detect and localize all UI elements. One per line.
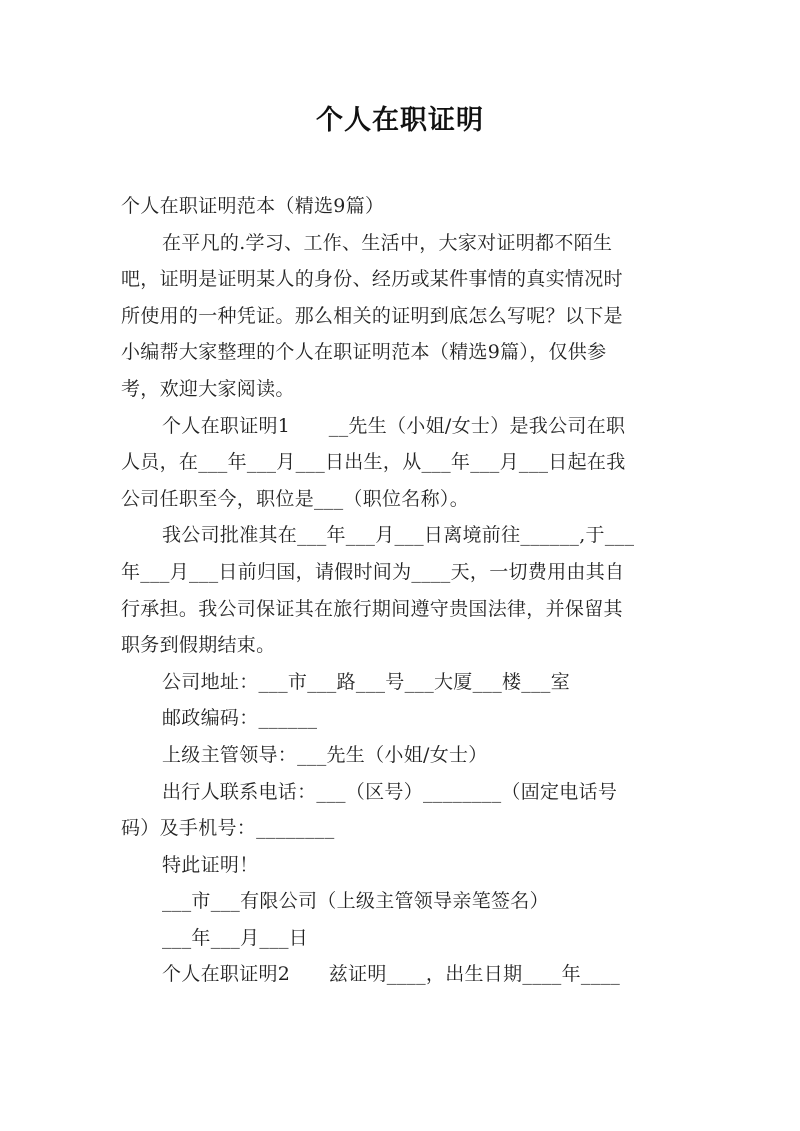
paragraph-line: 公司任职至今，职位是___（职位名称）。 [121,487,470,510]
supervisor-line: 上级主管领导：___先生（小姐/女士） [162,743,488,766]
postal-code-line: 邮政编码：______ [162,707,318,730]
signature-line: ___市___有限公司（上级主管领导亲笔签名） [162,890,549,913]
paragraph-line: 考，欢迎大家阅读。 [121,377,295,400]
paragraph-line: 在平凡的.学习、工作、生活中，大家对证明都不陌生 [162,231,613,254]
paragraph-line: 人员，在___年___月___日出生，从___年___月___日起在我 [121,451,626,474]
subtitle-line: 个人在职证明范本（精选9篇） [121,195,385,217]
paragraph-line: 个人在职证明2 兹证明____，出生日期____年____ [162,963,621,986]
paragraph-line: 年___月___日前归国，请假时间为____天，一切费用由其自 [121,560,625,583]
phone-line-continued: 码）及手机号：________ [121,817,335,840]
paragraph-line: 我公司批准其在___年___月___日离境前往______,于___ [162,524,635,547]
document-body [121,188,681,993]
paragraph-line: 个人在职证明1 __先生（小姐/女士）是我公司在职 [162,414,626,437]
document-title: 个人在职证明 [316,105,484,136]
paragraph-line: 行承担。我公司保证其在旅行期间遵守贵国法律，并保留其 [121,597,623,620]
phone-line: 出行人联系电话：___（区号）________（固定电话号 [162,780,618,803]
paragraph-line: 所使用的一种凭证。那么相关的证明到底怎么写呢？以下是 [121,304,623,327]
date-line: ___年___月___日 [162,926,309,949]
address-line: 公司地址：___市___路___号___大厦___楼___室 [162,670,571,693]
paragraph-line: 职务到假期结束。 [121,634,276,657]
paragraph-line: 吧，证明是证明某人的身份、经历或某件事情的真实情况时 [121,268,623,291]
paragraph-line: 小编帮大家整理的个人在职证明范本（精选9篇），仅供参 [121,341,607,364]
closing-line: 特此证明！ [162,853,259,876]
